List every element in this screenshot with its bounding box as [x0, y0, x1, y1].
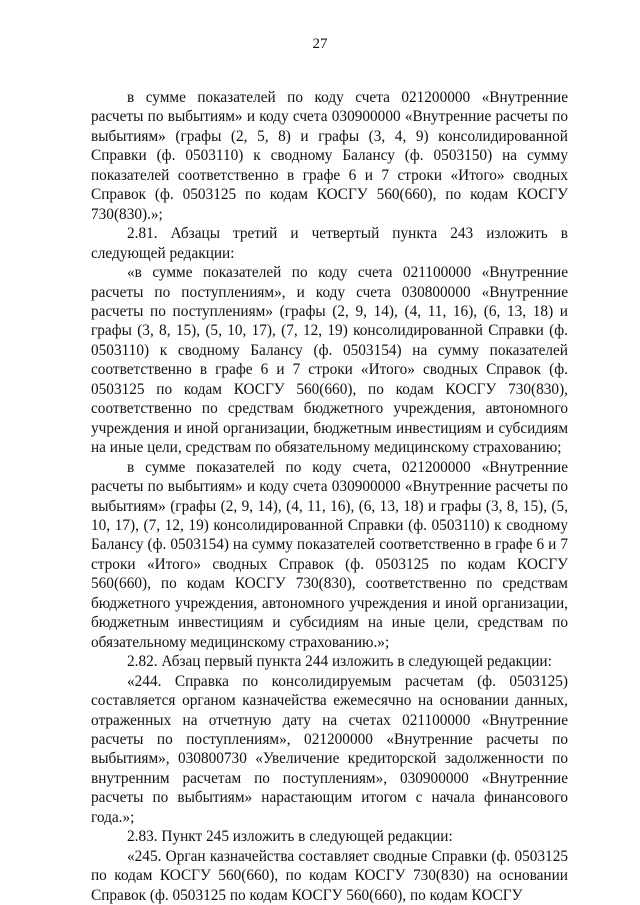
paragraph-2: 2.81. Абзацы третий и четвертый пункта 243 изложить в следующей редакции: [91, 225, 568, 262]
document-body [91, 88, 568, 905]
paragraph-4: в сумме показателей по коду счета, 021200000 «Внутренние расчеты по выбытиям» и коду счета 030900000 «Внутренние расчеты по выбытиям» (графы (2, 9, 14), (4, 11, 16), (6, 13, 18) и графы (3, 8, 15), (5, 10, 17), (7, 12, 19) консолидированной Справки (ф. 0503110) к сводному Балансу (ф. 0503154) на сумму показателей соответственно в графе 6 и 7 строки «Итого» сводных Справок (ф. 0503125 по кодам КОСГУ 560(660), по кодам КОСГУ 730(830), соответственно по средствам бюджетного учреждения, автономного учреждения и иной организации, бюджетным инвестициям и субсидиям на иные цели, средствам по обязательному медицинскому страхованию.»; [91, 458, 568, 651]
paragraph-6: «244. Справка по консолидируемым расчетам (ф. 0503125) составляется органом казначейства ежемесячно на основании данных, отраженных на отчетную дату на счетах 021100000 «Внутренние расчеты по поступлениям», 021200000 «Внутренние расчеты по выбытиям», 030800730 «Увеличение кредиторской задолженности по внутренним расчетам по поступлениям», 030900000 «Внутренние расчеты по выбытиям» нарастающим итогом с начала финансового года.»; [91, 672, 568, 826]
paragraph-3: «в сумме показателей по коду счета 021100000 «Внутренние расчеты по поступлениям», и коду счета 030800000 «Внутренние расчеты по поступлениям» (графы (2, 9, 14), (4, 11, 16), (6, 13, 18) и графы (3, 8, 15), (5, 10, 17), (7, 12, 19) консолидированной Справки (ф. 0503110) к сводному Балансу (ф. 0503154) на сумму показателей соответственно в графе 6 и 7 строки «Итого» сводных Справок (ф. 0503125 по кодам КОСГУ 560(660), по кодам КОСГУ 730(830), соответственно по средствам бюджетного учреждения, автономного учреждения и иной организации, бюджетным инвестициям и субсидиям на иные цели, средствам по обязательному медицинскому страхованию; [91, 264, 568, 457]
paragraph-7: 2.83. Пункт 245 изложить в следующей редакции: [127, 828, 453, 846]
page-number: 27 [312, 36, 328, 52]
paragraph-1: в сумме показателей по коду счета 021200000 «Внутренние расчеты по выбытиям» и коду счета 030900000 «Внутренние расчеты по выбытиям» (графы (2, 5, 8) и графы (3, 4, 9) консолидированной Справки (ф. 0503110) к сводному Балансу (ф. 0503150) на сумму показателей соответственно в графе 6 и 7 строки «Итого» сводных Справок (ф. 0503125 по кодам КОСГУ 560(660), по кодам КОСГУ 730(830).»; [91, 89, 568, 223]
paragraph-8: «245. Орган казначейства составляет сводные Справки (ф. 0503125 по кодам КОСГУ 560(660), по кодам КОСГУ 730(830) на основании Справок (ф. 0503125 по кодам КОСГУ 560(660), по кодам КОСГУ [91, 847, 568, 904]
paragraph-5: 2.82. Абзац первый пункта 244 изложить в следующей редакции: [127, 653, 552, 671]
